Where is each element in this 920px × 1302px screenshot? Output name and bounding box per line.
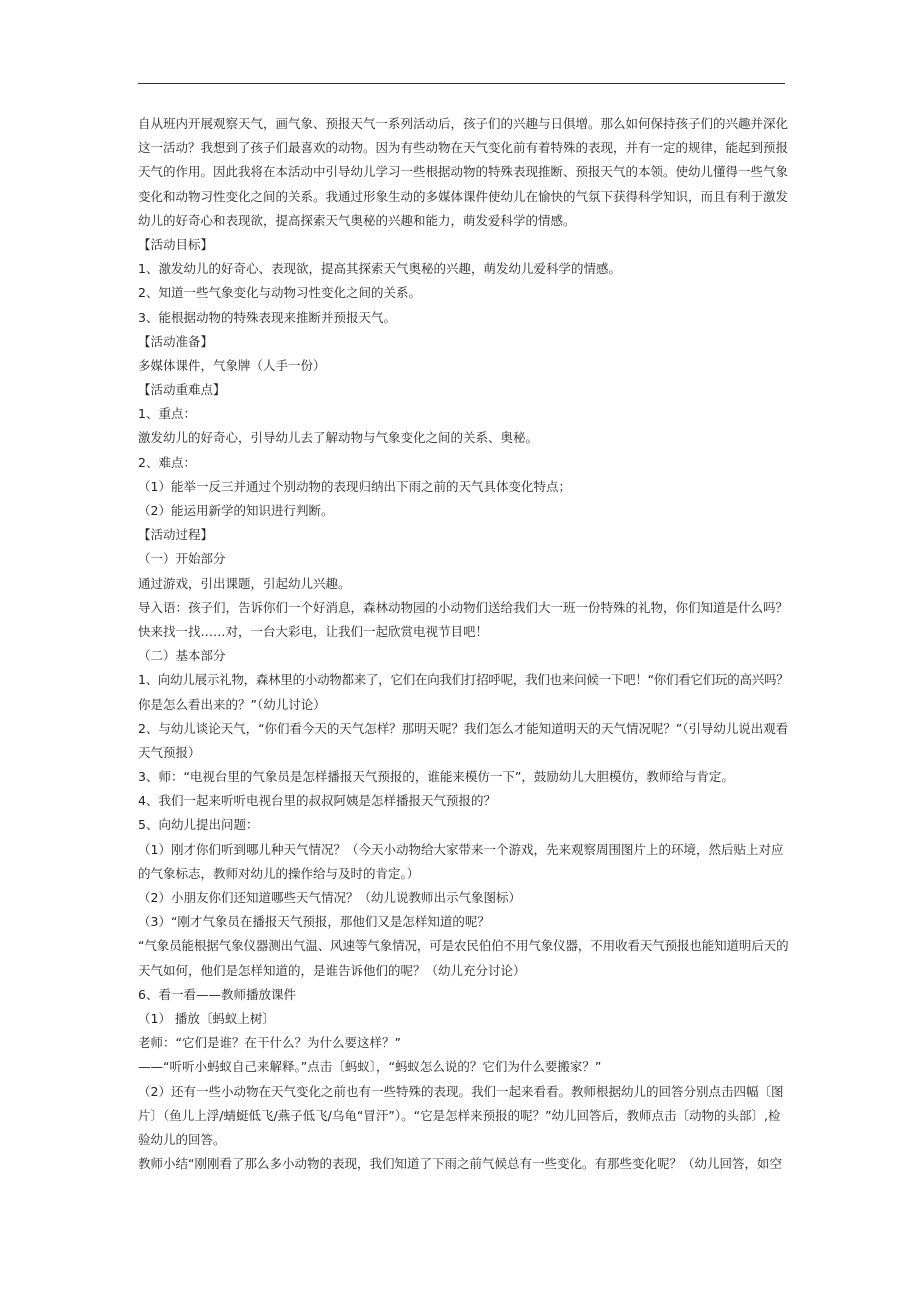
- text-line: （3）“刚才气象员在播报天气预报，那他们又是怎样知道的呢？: [138, 914, 490, 930]
- text-line: 2、难点：: [138, 454, 196, 470]
- text-line: （1）刚才你们听到哪儿种天气情况？（今天小动物给大家带来一个游戏，先来观察周围图片上的环境，然后贴上对应: [138, 841, 784, 857]
- header-rule: [138, 83, 785, 84]
- text-line: 【活动过程】: [138, 527, 214, 543]
- text-line: 天气如何，他们是怎样知道的，是谁告诉他们的呢？（幼儿充分讨论）: [138, 962, 526, 978]
- text-line: 天气的作用。因此我将在本活动中引导幼儿学习一些根据动物的特殊表现推断、预报天气的本领。使幼儿懂得一些气象: [138, 164, 789, 180]
- text-line: 1、向幼儿展示礼物，森林里的小动物都来了，它们在向我们打招呼呢，我们也来问候一下吧！“你们看它们玩的高兴吗？: [138, 672, 789, 688]
- text-line: 2、与幼儿谈论天气，“你们看今天的天气怎样？那明天呢？我们怎么才能知道明天的天气情况呢？”（引导幼儿说出观看: [138, 720, 789, 736]
- text-line: 【活动目标】: [138, 236, 214, 252]
- text-line: （2）还有一些小动物在天气变化之前也有一些特殊的表现。我们一起来看看。教师根据幼儿的回答分别点击四幅〔图: [138, 1083, 784, 1099]
- text-line: 验幼儿的回答。: [138, 1131, 226, 1147]
- text-line: 导入语：孩子们，告诉你们一个好消息，森林动物园的小动物们送给我们大一班一份特殊的礼物，你们知道是什么吗？: [138, 599, 789, 615]
- text-line: 3、师：“电视台里的气象员是怎样播报天气预报的，谁能来模仿一下”，鼓励幼儿大胆模仿，教师给与肯定。: [138, 769, 734, 785]
- text-line: （一）开始部分: [138, 551, 226, 567]
- text-line: （二）基本部分: [138, 648, 226, 664]
- text-line: 变化和动物习性变化之间的关系。我通过形象生动的多媒体课件使幼儿在愉快的气氛下获得科学知识，而且有利于激发: [138, 188, 789, 204]
- text-line: 快来找一找……对，一台大彩电，让我们一起欣赏电视节目吧！: [138, 623, 489, 639]
- text-line: 老师：“它们是谁？在干什么？为什么要这样？”: [138, 1035, 401, 1051]
- text-line: 【活动准备】: [138, 333, 214, 349]
- text-line: 多媒体课件，气象牌（人手一份）: [138, 357, 326, 373]
- text-line: 幼儿的好奇心和表现欲，提高探索天气奥秘的兴趣和能力，萌发爱科学的情感。: [138, 212, 576, 228]
- text-line: 片〕（鱼儿上浮/蜻蜓低飞/燕子低飞/乌龟“冒汗”）。“它是怎样来预报的呢？”幼儿回答后，教师点击〔动物的头部〕,检: [138, 1107, 781, 1123]
- text-line: 激发幼儿的好奇心，引导幼儿去了解动物与气象变化之间的关系、奥秘。: [138, 430, 539, 446]
- text-line: （1）能举一反三并通过个别动物的表现归纳出下雨之前的天气具体变化特点；: [138, 478, 571, 494]
- text-line: 6、看一看——教师播放课件: [138, 986, 296, 1002]
- text-line: （1） 播放〔蚂蚁上树〕: [138, 1010, 275, 1026]
- text-line: 1、重点：: [138, 406, 196, 422]
- document-body: [138, 112, 788, 1176]
- text-line: 5、向幼儿提出问题：: [138, 817, 259, 833]
- text-line: ——“听听小蚂蚁自己来解释。”点击〔蚂蚁〕，“蚂蚁怎么说的？它们为什么要搬家？”: [138, 1059, 602, 1075]
- text-line: 1、激发幼儿的好奇心、表现欲，提高其探索天气奥秘的兴趣，萌发幼儿爱科学的情感。: [138, 261, 621, 277]
- text-line: 【活动重难点】: [138, 382, 226, 398]
- text-line: 3、能根据动物的特殊表现来推断并预报天气。: [138, 309, 396, 325]
- text-line: 的气象标志，教师对幼儿的操作给与及时的肯定。）: [138, 865, 420, 881]
- text-line: 这一活动？我想到了孩子们最喜欢的动物。因为有些动物在天气变化前有着特殊的表现，并有一定的规律，能起到预报: [138, 140, 789, 156]
- text-line: （2）能运用新学的知识进行判断。: [138, 503, 334, 518]
- text-line: 自从班内开展观察天气，画气象、预报天气一系列活动后，孩子们的兴趣与日俱增。那么如何保持孩子们的兴趣并深化: [138, 116, 789, 131]
- text-line: 2、知道一些气象变化与动物习性变化之间的关系。: [138, 285, 421, 301]
- text-line: “气象员能根据气象仪器测出气温、风速等气象情况，可是农民伯伯不用气象仪器，不用收看天气预报也能知道明后天的: [138, 938, 789, 954]
- text-line: （2）小朋友你们还知道哪些天气情况？（幼儿说教师出示气象图标）: [138, 890, 521, 905]
- text-line: 你是怎么看出来的？”（幼儿讨论）: [138, 696, 326, 712]
- text-line: 通过游戏，引出课题，引起幼儿兴趣。: [138, 575, 351, 591]
- text-line: 教师小结“刚刚看了那么多小动物的表现，我们知道了下雨之前气候总有一些变化。有那些变化呢？（幼儿回答，如空: [138, 1156, 782, 1172]
- text-line: 4、我们一起来听听电视台里的叔叔阿姨是怎样播报天气预报的？: [138, 793, 496, 809]
- text-line: 天气预报）: [138, 744, 201, 760]
